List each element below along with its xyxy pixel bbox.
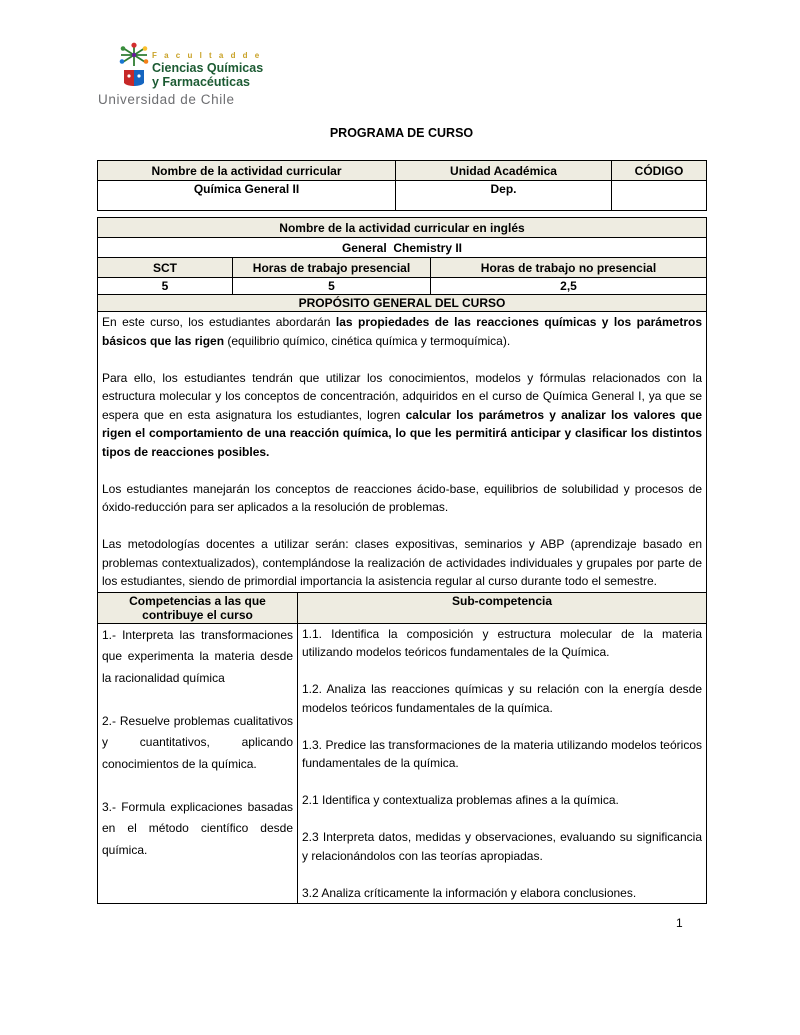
sub-competencias-list-cell	[298, 623, 707, 904]
header-codigo: CÓDIGO	[612, 161, 707, 181]
competencia-item-1: 1.- Interpreta las transformaciones que experimenta la materia desde la racionalidad química	[102, 627, 293, 685]
header-proposito: PROPÓSITO GENERAL DEL CURSO	[98, 295, 707, 312]
value-nombre-ingles: General Chemistry II	[98, 238, 707, 258]
header-competencias: Competencias a las que contribuye el curso	[98, 592, 298, 623]
header-horas-no-presencial: Horas de trabajo no presencial	[431, 258, 707, 278]
sub-competencia-item-6: 3.2 Analiza críticamente la información y elabora conclusiones.	[302, 885, 637, 900]
header-horas-presencial: Horas de trabajo presencial	[233, 258, 431, 278]
value-sct: 5	[98, 278, 233, 295]
competencia-item-2: 2.- Resuelve problemas cualitativos y cuantitativos, aplicando conocimientos de la química.	[102, 713, 293, 771]
hours-table	[97, 257, 707, 295]
page-title: PROGRAMA DE CURSO	[329, 126, 474, 140]
sub-competencia-item-3: 1.3. Predice las transformaciones de la materia utilizando modelos teóricos fundamentales de la química.	[302, 737, 702, 770]
course-info-table	[97, 160, 707, 211]
english-name-table	[97, 217, 707, 258]
header-unidad-academica: Unidad Académica	[396, 161, 612, 181]
sub-competencia-item-4: 2.1 Identifica y contextualiza problemas afines a la química.	[302, 793, 619, 807]
page-number: 1	[676, 916, 683, 930]
header-nombre-actividad: Nombre de la actividad curricular	[98, 161, 396, 181]
sub-competencia-item-1: 1.1. Identifica la composición y estructura molecular de la materia utilizando modelos teóricos fundamentales de la Química.	[302, 626, 702, 659]
university-logo	[96, 42, 306, 108]
sub-competencia-item-2: 1.2. Analiza las reacciones químicas y su relación con la energía desde modelos teóricos fundamentales de la química.	[302, 682, 702, 715]
purpose-p1-text: En este curso, los estudiantes abordarán	[102, 315, 336, 329]
purpose-p2-text: Para ello, los estudiantes tendrán que utilizar los conocimientos, modelos y fórmulas relacionados con la estructura molecular y los conceptos de concentración, adquiridos en el curso de Química General I, ya que se espera que en esta asignatura los estudiantes, logren	[102, 370, 702, 422]
value-codigo	[612, 181, 707, 211]
purpose-table	[97, 294, 707, 593]
purpose-paragraph-4: Las metodologías docentes a utilizar serán: clases expositivas, seminarios y ABP (aprendizaje basado en problemas contextualizados), contemplándose la realización de actividades individuales y grupales por parte de los estudiantes, siendo de primordial importancia la asistencia regular al curso durante todo el semestre.	[102, 537, 702, 588]
header-sct: SCT	[98, 258, 233, 278]
competencias-list-cell	[98, 623, 298, 904]
sub-competencia-item-5: 2.3 Interpreta datos, medidas y observaciones, evaluando su significancia y relacionándolos con las teorías apropiadas.	[302, 830, 702, 863]
logo-faculty-name-line1: Ciencias Químicas	[152, 61, 264, 75]
value-nombre-actividad: Química General II	[98, 181, 396, 211]
value-horas-no-presencial: 2,5	[431, 278, 707, 295]
logo-facultad-de-text: F a c u l t a d d e	[152, 51, 262, 60]
purpose-paragraph-1	[102, 313, 702, 350]
logo-university-name: Universidad de Chile	[98, 92, 235, 107]
competencia-item-3: 3.- Formula explicaciones basadas en el método científico desde química.	[102, 799, 293, 857]
header-nombre-ingles: Nombre de la actividad curricular en inglés	[98, 218, 707, 238]
value-horas-presencial: 5	[233, 278, 431, 295]
purpose-text-cell	[98, 312, 707, 593]
faculty-emblem-icon	[118, 42, 150, 94]
header-sub-competencia: Sub-competencia	[298, 592, 707, 623]
competencias-table	[97, 592, 707, 905]
value-unidad-academica: Dep.	[396, 181, 612, 211]
purpose-p1-bold-text: las propiedades de las reacciones químicas y los parámetros básicos que las rigen	[102, 315, 702, 348]
purpose-paragraph-2	[102, 369, 702, 462]
purpose-p2-bold-text: calcular los parámetros y analizar los valores que rigen el comportamiento de una reacción química, lo que les permitirá anticipar y clasificar los distintos tipos de reacciones posibles.	[102, 407, 702, 459]
purpose-p1-text2: (equilibrio químico, cinética química y termoquímica).	[224, 333, 511, 348]
logo-faculty-name-line2: y Farmacéuticas	[152, 75, 250, 89]
document-content	[97, 160, 706, 904]
purpose-paragraph-3: Los estudiantes manejarán los conceptos de reacciones ácido-base, equilibrios de solubilidad y procesos de óxido-reducción para ser aplicados a la resolución de problemas.	[102, 481, 702, 514]
